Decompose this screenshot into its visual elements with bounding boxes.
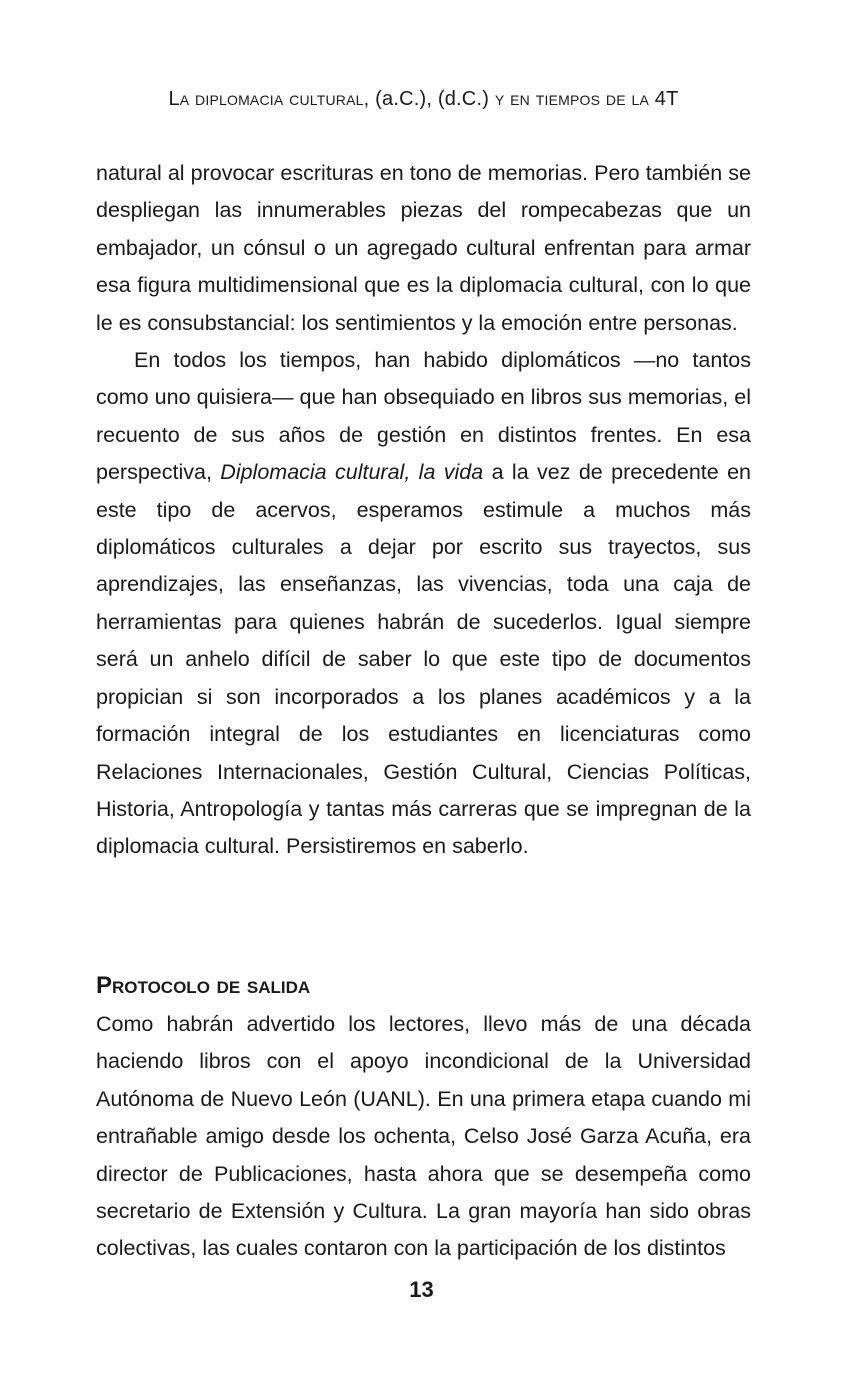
paragraph-continuation: natural al provocar escrituras en tono de memorias. Pero también se despliegan las innumerables piezas del rompecabezas que un embajador, un cónsul o un agregado cultural enfrentan para armar esa figura multidimensional que es la diplomacia cultural, con lo que le es consubstancial: los sentimientos y la emoción entre personas. xyxy=(96,161,751,335)
running-header-4t: 4T xyxy=(654,88,679,110)
book-title-italic: Diplomacia cultural, la vida xyxy=(220,460,484,485)
paragraph-memoirs xyxy=(96,342,751,866)
running-header-title: La diplomacia cultural, xyxy=(168,88,376,110)
section-text-block xyxy=(96,1006,751,1268)
paragraph-memoirs-text-end: a la vez de precedente en este tipo de acervos, esperamos estimule a muchos más diplomáticos culturales a dejar por escrito sus trayectos, sus aprendizajes, las enseñanzas, las vivencias, toda una caja de herramientas para quienes habrán de sucederlos. Igual siempre será un anhelo difícil de saber lo que este tipo de documentos propician si son incorporados a los planes académicos y a la formación integral de los estudiantes en licenciaturas como Relaciones Internacionales, Gestión Cultural, Ciencias Políticas, Historia, Antropología y tantas más carreras que se impregnan de la diplomacia cultural. Persistiremos en saberlo. xyxy=(96,460,751,859)
page-number: 13 xyxy=(409,1277,434,1302)
running-header xyxy=(96,88,751,111)
paragraph-memoirs-text-start: En todos los tiempos, han habido diplomáticos —no tantos como uno quisiera— que han obsequiado en libros sus memorias, el recuento de sus años de gestión en distintos frentes. En esa perspectiva, xyxy=(96,348,751,485)
running-header-subtitle: y en tiempos de la xyxy=(489,88,655,110)
running-header-era: (a.C.), (d.C.) xyxy=(375,88,490,110)
paragraph-section: Como habrán advertido los lectores, llevo más de una década haciendo libros con el apoyo incondicional de la Universidad Autónoma de Nuevo León (UANL). En una primera etapa cuando mi entrañable amigo desde los ochenta, Celso José Garza Acuña, era director de Publicaciones, hasta ahora que se desempeña como secretario de Extensión y Cultura. La gran mayoría han sido obras colectivas, las cuales contaron con la participación de los distintos xyxy=(96,1012,751,1261)
section-heading: Protocolo de salida xyxy=(96,972,311,999)
main-text-block xyxy=(96,155,751,866)
